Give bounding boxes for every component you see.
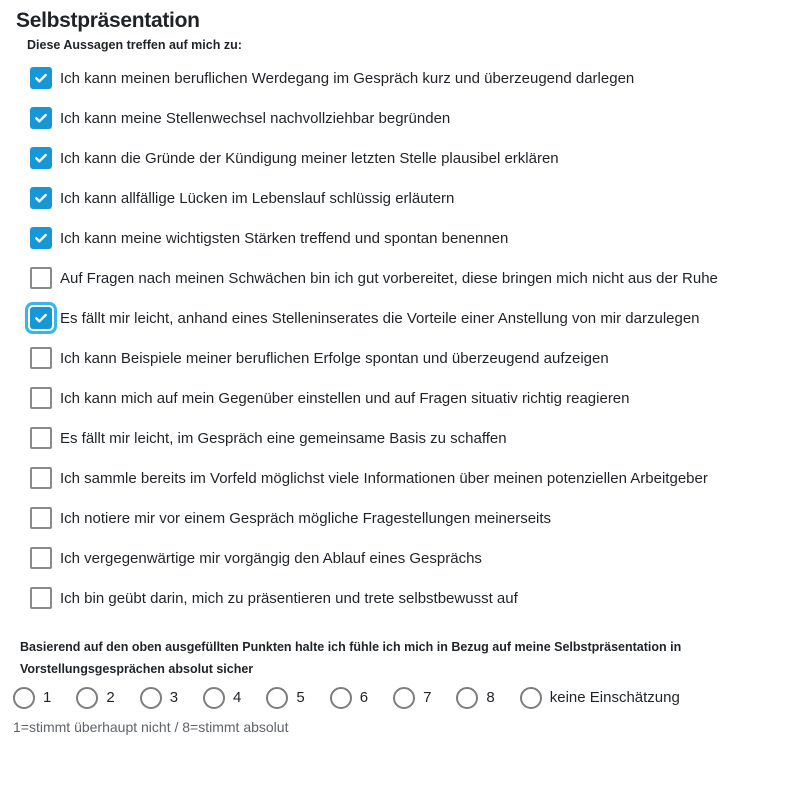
checkbox-label: Ich sammle bereits im Vorfeld möglichst viele Informationen über meinen potenziellen Arbeitgeber bbox=[60, 470, 708, 487]
checkbox-label: Ich bin geübt darin, mich zu präsentieren und trete selbstbewusst auf bbox=[60, 590, 518, 607]
radio-button[interactable] bbox=[266, 687, 288, 709]
radio-option[interactable] bbox=[76, 687, 114, 709]
radio-button[interactable] bbox=[456, 687, 478, 709]
radio-button[interactable] bbox=[203, 687, 225, 709]
statements-checklist bbox=[30, 66, 773, 611]
radio-option[interactable] bbox=[330, 687, 368, 709]
radio-label: keine Einschätzung bbox=[549, 689, 680, 706]
radio-label: 4 bbox=[233, 689, 242, 706]
checkbox-item[interactable] bbox=[30, 186, 773, 211]
radio-label: 8 bbox=[486, 689, 495, 706]
checkmark-icon bbox=[33, 310, 49, 326]
checkbox-item[interactable] bbox=[30, 346, 773, 371]
checkbox-item[interactable] bbox=[30, 466, 773, 491]
radio-option[interactable] bbox=[456, 687, 494, 709]
checkmark-icon bbox=[33, 150, 49, 166]
checkbox-item[interactable] bbox=[30, 266, 773, 291]
checkbox-unchecked[interactable] bbox=[30, 547, 52, 569]
rating-question: Basierend auf den oben ausgefüllten Punkten halte ich fühle ich mich in Bezug auf meine Selbstpräsentation in Vorstellungsgesprächen absolut sicher bbox=[20, 640, 682, 676]
checkbox-item[interactable] bbox=[30, 586, 773, 611]
checkbox-unchecked[interactable] bbox=[30, 427, 52, 449]
checkbox-label: Ich kann mich auf mein Gegenüber einstellen und auf Fragen situativ richtig reagieren bbox=[60, 390, 630, 407]
radio-option[interactable] bbox=[13, 687, 51, 709]
checkbox-label: Es fällt mir leicht, anhand eines Stelleninserates die Vorteile einer Anstellung von mir darzulegen bbox=[60, 310, 700, 327]
radio-button[interactable] bbox=[140, 687, 162, 709]
radio-button[interactable] bbox=[393, 687, 415, 709]
radio-button[interactable] bbox=[330, 687, 352, 709]
checkbox-label: Ich kann meine Stellenwechsel nachvollziehbar begründen bbox=[60, 110, 451, 127]
checkbox-item[interactable] bbox=[30, 66, 773, 91]
checkbox-checked[interactable] bbox=[30, 107, 52, 129]
radio-button[interactable] bbox=[76, 687, 98, 709]
checkbox-checked[interactable] bbox=[30, 307, 52, 329]
checkbox-item[interactable] bbox=[30, 106, 773, 131]
checkbox-unchecked[interactable] bbox=[30, 267, 52, 289]
checkmark-icon bbox=[33, 190, 49, 206]
rating-scale bbox=[13, 687, 773, 709]
checkbox-unchecked[interactable] bbox=[30, 347, 52, 369]
radio-option[interactable] bbox=[393, 687, 431, 709]
checkbox-item[interactable] bbox=[30, 386, 773, 411]
radio-label: 6 bbox=[359, 689, 369, 706]
checkbox-item[interactable] bbox=[30, 546, 773, 571]
checkbox-item[interactable] bbox=[30, 426, 773, 451]
radio-label: 1 bbox=[43, 689, 52, 706]
checkbox-checked[interactable] bbox=[30, 67, 52, 89]
radio-label: 2 bbox=[106, 689, 115, 706]
checklist-instruction: Diese Aussagen treffen auf mich zu: bbox=[27, 38, 242, 52]
checkbox-item[interactable] bbox=[30, 506, 773, 531]
radio-option[interactable] bbox=[520, 687, 680, 709]
checkbox-label: Ich kann allfällige Lücken im Lebenslauf schlüssig erläutern bbox=[60, 190, 455, 207]
radio-label: 5 bbox=[296, 689, 305, 706]
radio-option[interactable] bbox=[203, 687, 241, 709]
page-title: Selbstpräsentation bbox=[16, 9, 200, 32]
checkmark-icon bbox=[33, 70, 49, 86]
checkbox-label: Ich kann meinen beruflichen Werdegang im Gespräch kurz und überzeugend darlegen bbox=[60, 70, 635, 87]
checkbox-label: Ich vergegenwärtige mir vorgängig den Ablauf eines Gesprächs bbox=[60, 550, 482, 567]
checkbox-unchecked[interactable] bbox=[30, 587, 52, 609]
checkbox-label: Ich kann Beispiele meiner beruflichen Erfolge spontan und überzeugend aufzeigen bbox=[60, 350, 609, 367]
radio-label: 3 bbox=[169, 689, 179, 706]
radio-label: 7 bbox=[423, 689, 432, 706]
checkmark-icon bbox=[33, 230, 49, 246]
checkbox-unchecked[interactable] bbox=[30, 507, 52, 529]
checkbox-label: Auf Fragen nach meinen Schwächen bin ich gut vorbereitet, diese bringen mich nicht aus der Ruhe bbox=[60, 270, 718, 287]
checkbox-label: Es fällt mir leicht, im Gespräch eine gemeinsame Basis zu schaffen bbox=[60, 430, 507, 447]
radio-option[interactable] bbox=[266, 687, 304, 709]
radio-button[interactable] bbox=[13, 687, 35, 709]
radio-option[interactable] bbox=[140, 687, 178, 709]
checkbox-label: Ich kann meine wichtigsten Stärken treffend und spontan benennen bbox=[60, 230, 509, 247]
scale-legend: 1=stimmt überhaupt nicht / 8=stimmt absolut bbox=[13, 719, 289, 735]
checkbox-checked[interactable] bbox=[30, 147, 52, 169]
checkbox-label: Ich notiere mir vor einem Gespräch mögliche Fragestellungen meinerseits bbox=[60, 510, 552, 527]
checkmark-icon bbox=[33, 110, 49, 126]
checkbox-unchecked[interactable] bbox=[30, 387, 52, 409]
checkbox-item[interactable] bbox=[30, 226, 773, 251]
checkbox-unchecked[interactable] bbox=[30, 467, 52, 489]
checkbox-item[interactable] bbox=[30, 146, 773, 171]
radio-button[interactable] bbox=[520, 687, 542, 709]
checkbox-item[interactable] bbox=[30, 306, 773, 331]
checkbox-checked[interactable] bbox=[30, 187, 52, 209]
checkbox-label: Ich kann die Gründe der Kündigung meiner letzten Stelle plausibel erklären bbox=[60, 150, 559, 167]
checkbox-checked[interactable] bbox=[30, 227, 52, 249]
